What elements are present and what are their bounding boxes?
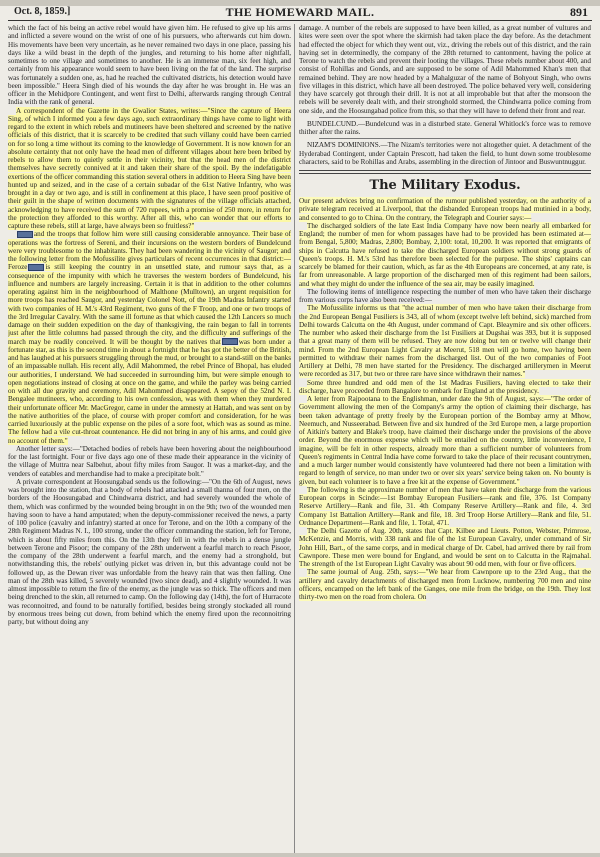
section-rule: [319, 117, 571, 118]
left-column: [8, 24, 291, 853]
military-paragraph-8-text: The Delhi Gazette of Aug. 20th, states that Capt. Kilbee and Lieuts. Potton, Webster, Primrose, McKenzie, and Morris, with 338 rank and file of the 1st European Cavalry, under command of Sir John Hill, Bart., of the same corps, and in medical charge of Dr. Cabel, had arrived there by rail from Cawnpore. These men were bound for England, and would be sent on to Calcutta in the Rajmahal. The strength of the 1st European Light Cavalry was about 90 odd men, with four or five officers.: [299, 527, 591, 568]
header-date: Oct. 8, 1859.]: [14, 6, 71, 17]
military-paragraph-6: [299, 395, 591, 486]
military-paragraph-4: [299, 304, 591, 378]
left-paragraph-3b: is still keeping the country in an unsettled state, and rumour says that, as a consequence of the impunity with which he traverses the western borders of Bundelcund, his influence and numbers are largely increasing. Certain it is that in addition to the other columns operating against him in the neighbourhood of Malthone (Mulltown), an urgent requisition for more troops has reached Saugor, and yesterday Colonel Nott, of the 19th Madras Infantry started with two companies of H. M.'s 43rd Regiment, two guns of the F Troop, and one or two troops of the 3rd Irregular Cavalry. With the same ill fortune as that which caused the 12th Lancers so much damage on their sudden expedition on the day of thanksgiving, the rain began to fall in torrents just after the little columns had passed through the city, and the difficulty and sufferings of the march may be readily conceived. It will be thought by the natives that: [8, 263, 291, 346]
redaction-mark-icon: [222, 338, 238, 345]
left-paragraph-4: Another letter says:—"Detached bodies of rebels have been hovering about the neighbourhood for the last fortnight. Four or five days ago one of these made their appearance in the vicinity of the village of Muttra near Salbehut, about fifty miles from Saugor. It was a market-day, and the venders of eatables and merchandise had to make a precipitate bolt.": [8, 444, 291, 478]
bottom-margin-strip: [0, 853, 600, 857]
header-title: THE HOMEWARD MAIL.: [225, 5, 375, 19]
left-paragraph-3a: and the troops that follow him were still causing considerable annoyance. Their base of operations was the fortress of Sereni, and their incursions on the western borders of Bundelcund were very troublesome to the inhabitants. They had been wandering in the vicinity of Saugor; and the following letter from the Mofussilite gives particulars of recent occurrences in that district:—Feroze: [8, 230, 291, 272]
left-paragraph-5: A private correspondent at Hoosungabad sends us the following:—"On the 6th of August, news was brought into the station, that a body of rebels had attacked a small thanna of four men, on the borders of the Hoosungabad and Chindwarra district, and had severely wounded the whole of them, which was confirmed by the wounded being brought in on the 9th; two of the wounded men having soon to have a hand amputated; when the deputy-commissioner received the news, a party of 100 police (cavalry and infantry) started at once for Terone, and on the 10th a company of the 28th Regiment Madras N. I., 100 strong, under the officer commanding the station, left for Terone, which is about fifty miles from this. On the 13th they fell in with the rebels in a dense jungle between Terone and Pisoor; the company of the 28th underwent a fearful march to reach Pisoor, the company of the 28th underwent a fearful march, and the enemy had a stronghold, but notwithstanding this, the rebels' outlying picket was driven in, but this advantage could not be followed up, as the Dewan river was unfordable from the heavy rain that was then falling. One man of the 28th was killed, 5 severely wounded (two since dead), and 4 slightly wounded. It was almost impossible to return the fire of the enemy, as the jungle was so thick. The officers and men being drenched to the skin, all returned to camp. On the following day (14th), the fort of Hurracote was reconnoitred, and found to be naturally fortified, besides being strongly stockaded all round by enormous trees being cut down, from behind which the enemy fired upon the reconnoitring party, but without doing any: [8, 477, 291, 626]
left-paragraph-2-text: A correspondent of the Gazette in the Gwalior States, writes:—"Since the capture of Heera Sing, of which I informed you a few days ago, such extraordinary things have come to light with regard to the extent in which rebels and mutineers have been sheltered and screened by the native officials of this district, that it is scarcely to be credited that such villany could have been carried on for so long a time without its coming to the knowledge of Government. It is now known for an absolute certainty that not only have the head men of different villages about here been bribed by rebels to allow them to quietly settle in their vicinity, but that the head men of the district themselves have secretly connived at it and taken their share of the spoil. By the indefatigable exertions of the officer commanding this station several others in addition to Heera Sing have been hunted up and seized, and in the case of a certain subadar of the 61st Native Infantry, who was brought in a day or two ago, and is still in confinement at this place, I have seen proof positive of their guilt in the shape of written documents with the signatures of the village officials attached, acknowledging to have received the sum of 720 rupees, with a promise of 250 more, in return for the protection they afforded to this worthy. After all this, who can wonder that our efforts to capture these rebels, still at large, have always been so fruitless?": [8, 106, 291, 230]
military-paragraph-4-text: The Mofussilite informs us that "the actual number of men who have taken their discharge from the 2nd European Bengal Fusiliers is 343, all of whom (except twelve left behind, sick) marched from Delhi towards Calcutta on the 4th August, under command of Capt. Bleaymire and six other officers. The number who asked their discharge from the 1st Fusiliers at Dugshai was 393, but it is supposed that a great many of them will be refused. They are now doing but ten or twelve will change their mind. From the 2nd European Light Cavalry at Meerut, 518 men will go home, two having been permitted to withdraw their names from the discharged list. Out of the two companies of Foot Artillery at Delhi, 78 men have started for the Presidency. The discharged artillerymen in Meerut were recorded as 317, but two or three rare have since withdrawn their names.": [299, 304, 591, 379]
military-paragraph-5: [299, 379, 591, 396]
military-paragraph-9-text: The same journal of Aug. 25th, says:—"We hear from Cawnpore up to the 23rd Aug., that the artillery and cavalry detachments of discharged men from Lucknow, numbering 700 men and nine officers, encamped on the left bank of the Ganges, one mile from the bridge, on the 19th. They lost thirty-two men on the road from cholera. On: [299, 568, 591, 601]
military-paragraph-1: [299, 197, 591, 222]
military-paragraph-2: [299, 222, 591, 288]
military-paragraph-7: [299, 486, 591, 527]
bundelcund-paragraph: [299, 120, 591, 137]
left-paragraph-1: which the fact of his being an active rebel would have given him. He refused to give up his arms and inflicted a severe wound on the wrist of one of his pursuers, who afterwards cut him down. His movements have been very uncertain, as he never remained two days in one place, passing his days like a wild beast in the depth of the jungles, and returning to his home after nightfall, sometimes to one village and sometimes to another. He is an immense man, six feet high, and certainly from his appearance would seem to have been living on the fat of the land. The surprise was fortunately a sudden one, as, had he reached the cultivated districts, his detection would have been impossible." Heera Singh died of his wounds the day after he was brought in. He was an officer in the Mehidpore Contingent, and went first to Delhi, afterwards ranging through Central India with the rank of general.: [8, 24, 291, 107]
bundelcund-heading: BUNDELCUND.: [307, 119, 358, 128]
military-paragraph-9: [299, 568, 591, 601]
bundelcund-body: —Bundelcund was in a disturbed state. General Whitlock's force was to remove thither after the rains.: [299, 119, 591, 136]
nizam-heading: NIZAM'S DOMINIONS.: [307, 141, 381, 150]
section-rule: [319, 138, 571, 139]
redaction-mark-icon: [17, 231, 33, 238]
military-exodus-title: The Military Exodus.: [369, 178, 521, 193]
column-divider: [294, 24, 295, 853]
redaction-mark-icon: [28, 264, 44, 271]
military-paragraph-7-text: The following is the approximate number of men that have taken their discharge from the various European corps in Scinde:—1st Bombay European Fusiliers—rank and file, 376. 1st Company Reserve Artillery—Rank and file, 31. 4th Company Reserve Artillery—Rank and file, 4. 3rd Company 1st Battalion Artillery—Rank and file, 18. 3rd Troop Horse Artillery—Rank and file, 51. Ordnance Department—Rank and file, 1. Total, 471.: [299, 485, 591, 527]
double-rule: [299, 170, 591, 174]
military-paragraph-8: [299, 527, 591, 568]
military-paragraph-1-text: Our present advices bring no confirmation of the rumour published yesterday, on the authority of a private telegram received at Liverpool, that the disbanded European troops had mutinied in a body, and consented to go to China. On the contrary, the Telegraph and Courier says:—: [299, 197, 591, 222]
header-page-number: 891: [570, 5, 588, 19]
right-paragraph-1: damage. A number of the rebels are supposed to have been killed, as a great number of vultures and kites were seen over the spot where the skirmish had taken place the day before. As the detachment had effected the object for which they went out, viz., driving the rebels out of this district, and the rain having set in determinedly, the company of the 28th returned to cantonment, having the police at Terone to watch the rebels and prevent their looting the villages. These rebels number about 400, and consist of Rohillas and Gonds, and are supposed to be some of Adil Mahommed Khan's men that remained behind. They are now headed by a Mahalguzar of the name of Bohyout Singh, who owns five villages in this district, which have all been destroyed. The police behaved very well, considering they have scarcely got through their drill. It is not at all improbable but that after the monsoon the rebels will be severely dealt with, and their stronghold stormed, the Chindwarra police coming from one side, and the Hoosungabad police from this, so that they will have to defend their front and rear.: [299, 24, 591, 115]
nizam-body: —The Nizam's territories were not altogether quiet. A detachment of the Hyderabad Contingent, under Captain Prescott, had taken the field, to hunt down some troublesome characters, said to be Rohillas and Arabs, assembling in the direction of Jintoor and Buswuntnuggur.: [299, 141, 591, 166]
nizam-paragraph: [299, 141, 591, 166]
page-header: [8, 6, 592, 21]
left-paragraph-3c: was born under a fortunate star, as this is the second time in about a fortnight that he has got the better of the British, and has laughed at his pursuers struggling through the mud, or brought to a stand-still on the banks of an impassable nullah. His recent ally, Adil Mahommed, the rebel Prince of Bhopal, has eluded our authorities, I understand. We had succeeded in surrounding him, but were simple enough to open negotiations instead of closing at once on the game, and while the parley was being carried on with all due gravity and ceremony, Adil Mahommed disappeared. A sepoy of the 52nd N. I. Bengalee mutineers, who, according to his own confession, was with them when they murdered their unfortunate officer Mr. MacGregor, came in under the amnesty at Hattah, and was sent on by the native authorities of the place, of course with proper comfort and consideration, for he was carried luxuriously at the public expense on the piles of a sore foot, which was as sound as mine. The fellow had a vile cut-throat countenance. He did not bring in any of his arms, and could give no account of them.": [8, 337, 291, 445]
right-column: [299, 24, 591, 853]
left-paragraph-2: [8, 107, 291, 231]
military-paragraph-3: The following items of intelligence respecting the number of men who have taken their discharge from various corps have also been received:—: [299, 287, 591, 304]
left-paragraph-3: [8, 230, 291, 445]
military-paragraph-2-text: The discharged soldiers of the late East India Company have now been nearly all embarked for England; the number of men for whom passages have had to be provided has been estimated at—from Bengal, 5,800; Madras, 2,800; Bombay, 2,100: total, 10,200. It was reported that emigrants of ships in Calcutta have refused to take the discharged European soldiers without strong guards of Queen's troops. H. M.'s 53rd has therefore been selected for the purpose. The ships' captains can scarcely be blamed for their caution, which, as far as the 4th Europeans are concerned, at any rate, is far from unreasonable. A large proportion of the discharged men of this regiment had been sailors, and what they might do under the influence of the sea air, may be easily imagined.: [299, 221, 591, 288]
military-paragraph-5-text: Some three hundred and odd men of the 1st Madras Fusiliers, having elected to take their discharge, have proceeded from Bangalore to embark for England at the presidency.: [299, 378, 591, 395]
military-paragraph-6-text: A letter from Rajpootana to the Englishman, under date the 9th of August, says:—"The order of Government allowing the men of the Company's army the option of claiming their discharge, has been taken advantage of pretty freely by the European portion of the Bombay army at Mhow, Neemuch, and Nusseerabad. Between five and six hundred of the 3rd Europe men, a large proportion of Aitkin's battery and Blake's troop, have claimed their discharge under the provisions of the above order. Beyond the enormous expense which will be entailed on the country, little inconvenience, I imagine, will be felt in other respects, already more than a sufficient number of volunteers from Queen's regiments in Central India have come forward to take the place of their recusant countrymen, and a much larger number would consistently have volunteered had there not been a limitation with regard to length of service, no man under two or over six years' service being taken on. No bounty is given, but each volunteer is to have a free kit at the expense of Government.": [299, 395, 591, 486]
